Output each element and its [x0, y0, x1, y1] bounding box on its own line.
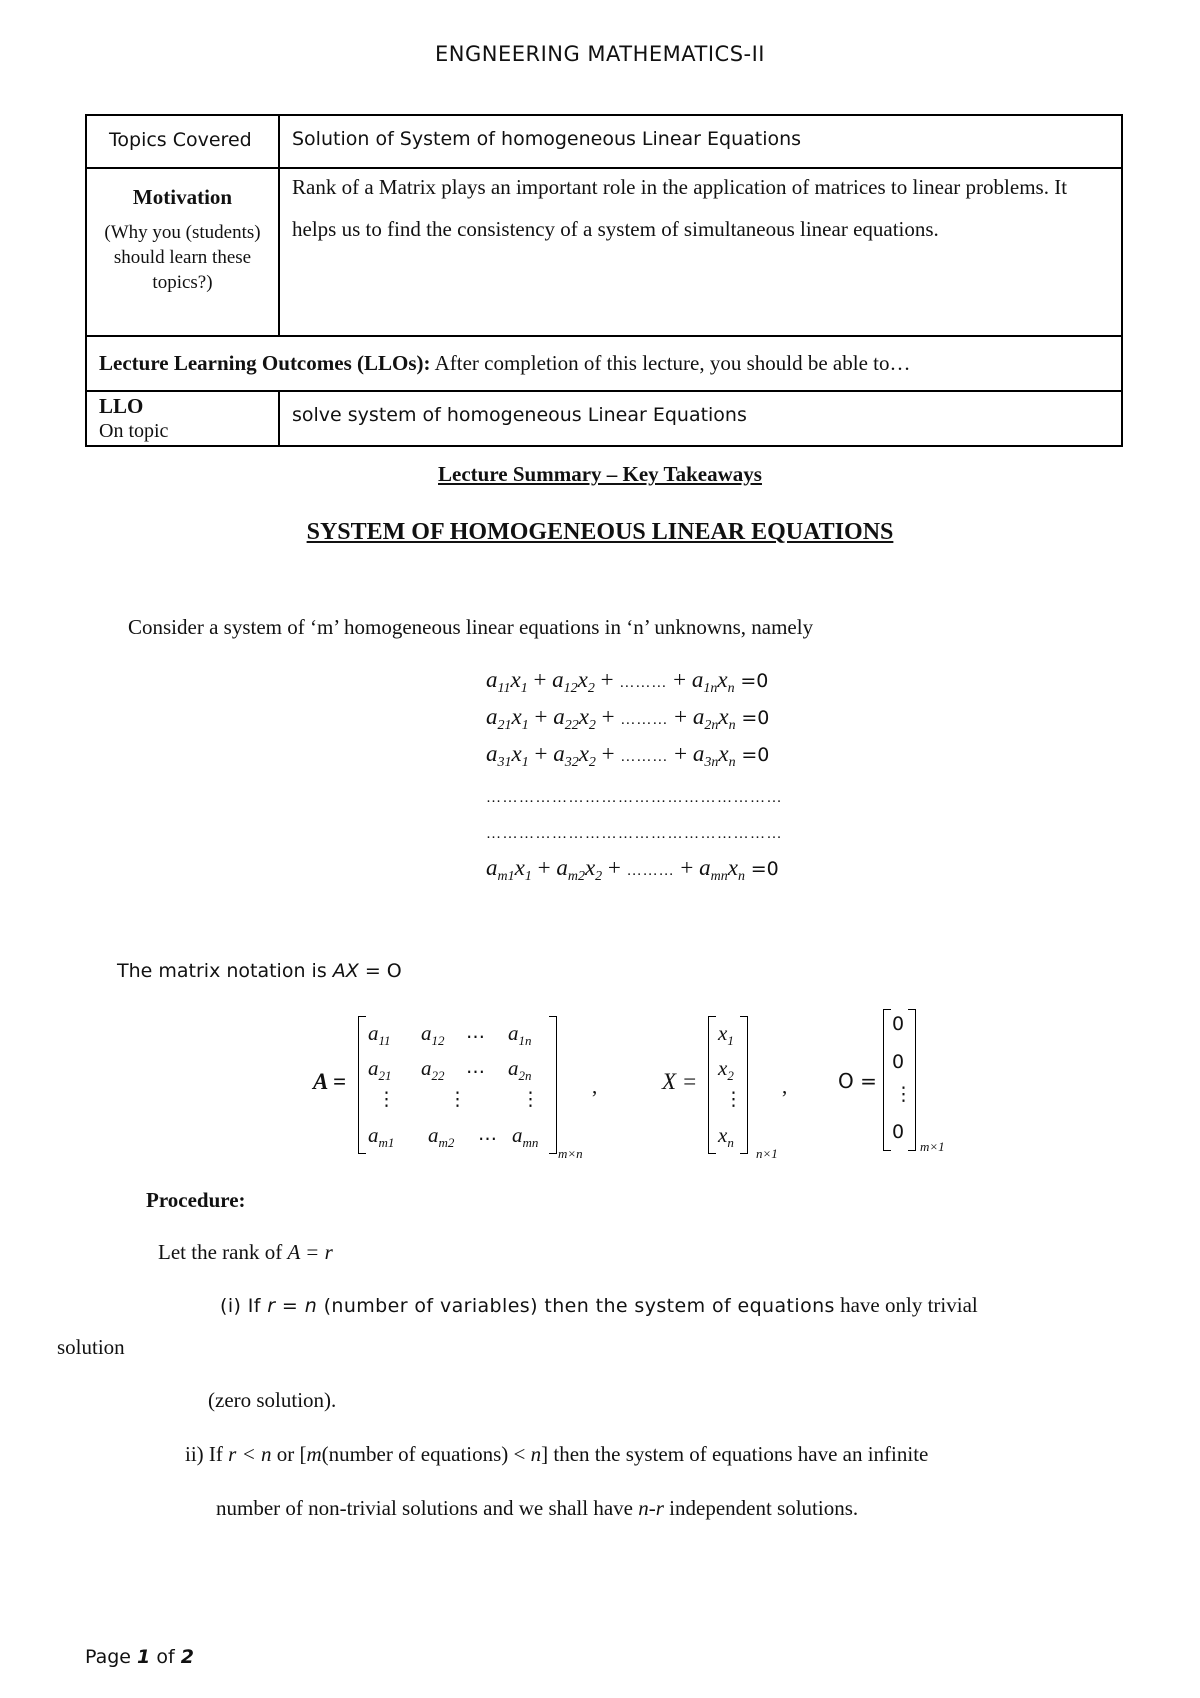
case-ii-math: r < n — [228, 1442, 272, 1466]
matrix-a-cell: $a_{12}$ — [421, 1021, 445, 1048]
case-i-continuation-2: (zero solution). — [208, 1388, 337, 1412]
equation-rhs: =0 — [750, 858, 779, 880]
matrix-a-hdots: … — [478, 1123, 497, 1145]
equation-dots-2: ……………………………………………… — [486, 826, 783, 842]
matrix-a-cell: $a_{m2}$ — [428, 1123, 455, 1150]
matrix-x-left-bracket — [708, 1016, 716, 1154]
case-i-continuation: solution — [57, 1335, 125, 1359]
case-i-text — [220, 1293, 1120, 1318]
matrix-x-label: X = — [662, 1069, 698, 1094]
matrix-a-cell: $a_{1n}$ — [508, 1021, 532, 1048]
footer-page-total: 2 — [180, 1646, 194, 1668]
equation-row-1: $a_{11}x_1 + a_{12}x_2$ + ……… + $a_{1n}x_n =0$ — [486, 667, 769, 696]
matrix-x-cell: $x_2$ — [718, 1056, 734, 1083]
procedure-label: Procedure: — [146, 1188, 246, 1212]
matrix-a-vdots: ⋮ — [448, 1088, 467, 1110]
case-ii-part: ii) If — [185, 1442, 229, 1466]
page-header-title: ENGNEERING MATHEMATICS-II — [434, 42, 765, 66]
equation-row-m: $a_{m1}x_1 + a_{m2}x_2$ + ……… + $a_{mn}x_n =0$ — [486, 855, 779, 884]
matrix-o-right-bracket — [908, 1009, 916, 1151]
matrix-a-cell: $a_{22}$ — [421, 1056, 445, 1083]
rank-equation: A = r — [287, 1240, 333, 1264]
case-ii-cont-math: n-r — [638, 1496, 664, 1520]
matrix-a-left-bracket — [358, 1016, 366, 1154]
case-i-math: r = n — [267, 1295, 318, 1317]
matrix-a-cell: $a_{21}$ — [368, 1056, 392, 1083]
matrix-a-hdots: … — [466, 1056, 485, 1078]
matrix-x-cell: $x_1$ — [718, 1021, 734, 1048]
case-ii-part: (number of equations) < — [321, 1442, 531, 1466]
matrix-o-cell: 0 — [892, 1121, 905, 1143]
motivation-title: Motivation — [132, 185, 233, 209]
matrix-a-hdots: … — [466, 1021, 485, 1043]
lecture-info-table — [85, 114, 1123, 447]
footer-of: of — [150, 1646, 181, 1668]
matrix-a-vdots: ⋮ — [377, 1088, 396, 1110]
matrix-a-cell: $a_{2n}$ — [508, 1056, 532, 1083]
llo-heading-bold: Lecture Learning Outcomes (LLOs): — [99, 351, 431, 375]
equation-row-3: $a_{31}x_1 + a_{32}x_2$ + ……… + $a_{3n}x_n =0$ — [486, 741, 770, 770]
matrix-o-dimension: m×1 — [920, 1139, 945, 1154]
topics-covered-label: Topics Covered — [109, 129, 252, 151]
case-ii-text — [185, 1442, 928, 1467]
case-ii-cont-part: number of non-trivial solutions and we shall have — [216, 1496, 639, 1520]
matrix-a-cell: $a_{11}$ — [368, 1021, 391, 1048]
case-i-prefix: (i) If — [220, 1295, 268, 1317]
case-ii-part: ] then the system of equations have an infinite — [541, 1442, 929, 1466]
matrix-separator-comma: , — [592, 1074, 598, 1098]
case-ii-part: or [ — [271, 1442, 307, 1466]
equation-rhs: =0 — [740, 670, 769, 692]
rank-prefix: Let the rank of — [158, 1240, 288, 1264]
topics-covered-value: Solution of System of homogeneous Linear Equations — [292, 128, 802, 150]
matrix-note-suffix: = O — [358, 960, 402, 982]
case-i-mid: (number of variables) then the system of equations — [317, 1295, 835, 1317]
matrix-x-cell: $x_n$ — [718, 1123, 734, 1150]
matrix-a-cell: $a_{mn}$ — [512, 1123, 539, 1150]
equation-rhs: =0 — [741, 744, 770, 766]
lecture-summary-heading: Lecture Summary – Key Takeaways — [438, 462, 762, 486]
llo-label — [87, 392, 278, 444]
footer-prefix: Page — [85, 1646, 138, 1668]
matrix-a-cell: $a_{m1}$ — [368, 1123, 395, 1150]
llo-row — [86, 391, 1122, 446]
matrix-x-right-bracket — [740, 1016, 748, 1154]
equation-rhs: =0 — [741, 707, 770, 729]
matrix-a-dimension: m×n — [558, 1146, 583, 1161]
matrix-a-label: A = — [313, 1069, 346, 1094]
matrix-a-right-bracket — [549, 1016, 557, 1154]
case-ii-math: m — [306, 1442, 322, 1466]
equation-dots-1: ……………………………………………… — [486, 790, 783, 806]
case-ii-math: n — [530, 1442, 542, 1466]
matrix-separator-comma: , — [782, 1074, 788, 1098]
matrix-x-dimension: n×1 — [756, 1146, 778, 1161]
matrix-o-left-bracket — [883, 1009, 891, 1151]
llo-heading-rest: After completion of this lecture, you should be able to… — [430, 351, 911, 375]
matrix-o-cell: 0 — [892, 1013, 905, 1035]
case-ii-continuation — [216, 1496, 858, 1521]
topics-row — [86, 115, 1122, 168]
llo-heading — [87, 337, 1121, 376]
footer-page-number: 1 — [137, 1646, 151, 1668]
matrix-x-vdots: ⋮ — [724, 1088, 743, 1110]
page-footer — [85, 1646, 194, 1668]
matrix-notation-text — [117, 960, 402, 982]
matrix-o-label: O = — [838, 1069, 877, 1093]
intro-text: Consider a system of ‘m’ homogeneous linear equations in ‘n’ unknowns, namely — [128, 615, 814, 639]
llo-value: solve system of homogeneous Linear Equations — [292, 404, 747, 426]
matrix-o-vdots: ⋮ — [894, 1083, 913, 1105]
case-ii-cont-part: independent solutions. — [663, 1496, 859, 1520]
case-i-end: have only trivial — [834, 1293, 978, 1317]
matrix-o-cell: 0 — [892, 1051, 905, 1073]
llo-label-sub: On topic — [99, 420, 169, 442]
matrix-note-prefix: The matrix notation is — [117, 960, 333, 982]
rank-statement — [158, 1240, 333, 1265]
llo-heading-row — [86, 336, 1122, 391]
section-title: SYSTEM OF HOMOGENEOUS LINEAR EQUATIONS — [306, 519, 894, 545]
motivation-subtitle: (Why you (students) should learn these topics?) — [104, 222, 261, 293]
motivation-row — [86, 168, 1122, 336]
motivation-text: Rank of a Matrix plays an important role in the application of matrices to linear problems. It helps us to find the consistency of a system of simultaneous linear equations. — [292, 175, 1068, 241]
matrix-a-vdots: ⋮ — [521, 1088, 540, 1110]
llo-label-main: LLO — [99, 394, 144, 418]
equation-row-2: $a_{21}x_1 + a_{22}x_2$ + ……… + $a_{2n}x_n =0$ — [486, 704, 770, 733]
matrix-note-eq: AX — [332, 960, 359, 982]
